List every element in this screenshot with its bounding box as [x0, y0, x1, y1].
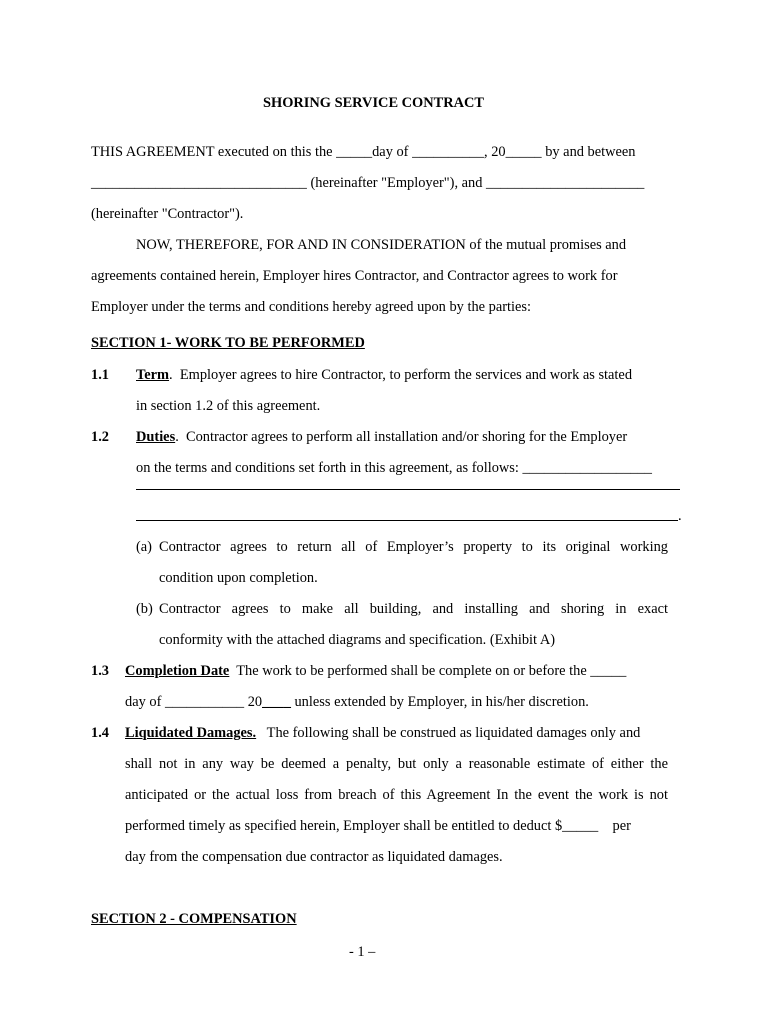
page-number: - 1 – — [349, 944, 376, 960]
clause-1-3-line-2 — [125, 695, 589, 709]
clause-1-2-line-2: on the terms and conditions set forth in this agreement, as follows: __________________ — [136, 460, 652, 476]
clause-1-2-line-1 — [136, 430, 627, 444]
duties-blank-line-1 — [136, 489, 680, 490]
clause-1-1-line-2: in section 1.2 of this agreement. — [136, 398, 321, 414]
clause-1-3-line-1 — [125, 664, 626, 678]
contractor-blank: ______________________ — [486, 175, 645, 191]
clause-1-3-extension: unless extended by Employer, in his/her discretion. — [290, 694, 589, 710]
item-a-line-2: condition upon completion. — [159, 570, 318, 586]
item-a-line-1: Contractor agrees to return all of Employer’s property to its original working — [159, 539, 668, 555]
section-1-heading: SECTION 1- WORK TO BE PERFORMED — [91, 335, 365, 351]
intro-line-3: (hereinafter "Contractor"). — [91, 206, 244, 222]
employer-blank: ______________________________ — [91, 175, 307, 191]
item-b-line-1: Contractor agrees to make all building, and installing and shoring in exact — [159, 601, 668, 617]
clause-1-4-line-3: anticipated or the actual loss from breach of this Agreement In the event the work is not — [125, 787, 668, 803]
clause-number-1-1: 1.1 — [91, 367, 109, 383]
item-b-line-2: conformity with the attached diagrams and specification. (Exhibit A) — [159, 632, 556, 648]
clause-1-3-date: day of ___________ 20 — [125, 694, 263, 710]
clause-1-3-term: Completion Date — [125, 663, 230, 679]
clause-1-4-line-2: shall not in any way be deemed a penalty, but only a reasonable estimate of either the — [125, 756, 668, 772]
year-blank: ____ — [262, 694, 291, 710]
section-2-heading: SECTION 2 - COMPENSATION — [91, 911, 297, 927]
clause-1-2-term: Duties — [136, 429, 176, 445]
item-b-label: (b) — [136, 601, 153, 617]
document-title: SHORING SERVICE CONTRACT — [263, 95, 484, 111]
intro-line-1: THIS AGREEMENT executed on this the _____day of __________, 20_____ by and between — [91, 144, 636, 160]
clause-1-4-line-5: day from the compensation due contractor as liquidated damages. — [125, 849, 503, 865]
clause-1-1-line-1 — [136, 368, 632, 382]
recital-line-2: agreements contained herein, Employer hires Contractor, and Contractor agrees to work for — [91, 268, 618, 284]
clause-number-1-3: 1.3 — [91, 663, 109, 679]
clause-1-4-line-4: performed timely as specified herein, Employer shall be entitled to deduct $_____ per — [125, 818, 631, 834]
employer-label: (hereinafter "Employer"), and — [306, 175, 487, 191]
recital-line-3: Employer under the terms and conditions hereby agreed upon by the parties: — [91, 299, 531, 315]
duties-trailing-period: . — [678, 508, 682, 524]
clause-1-4-term: Liquidated Damages. — [125, 725, 257, 741]
clause-1-2-text: . Contractor agrees to perform all installation and/or shoring for the Employer — [175, 429, 628, 445]
duties-blank-line-2 — [136, 520, 678, 521]
clause-number-1-4: 1.4 — [91, 725, 109, 741]
clause-1-4-line-1 — [125, 726, 640, 740]
clause-1-1-text: . Employer agrees to hire Contractor, to perform the services and work as stated — [169, 367, 633, 383]
clause-number-1-2: 1.2 — [91, 429, 109, 445]
recital-line-1: NOW, THEREFORE, FOR AND IN CONSIDERATION of the mutual promises and — [136, 237, 627, 253]
clause-1-3-text: The work to be performed shall be complete on or before the _____ — [229, 663, 627, 679]
intro-line-2 — [91, 176, 644, 190]
item-a-label: (a) — [136, 539, 152, 555]
clause-1-4-text: The following shall be construed as liquidated damages only and — [256, 725, 641, 741]
clause-1-1-term: Term — [136, 367, 170, 383]
